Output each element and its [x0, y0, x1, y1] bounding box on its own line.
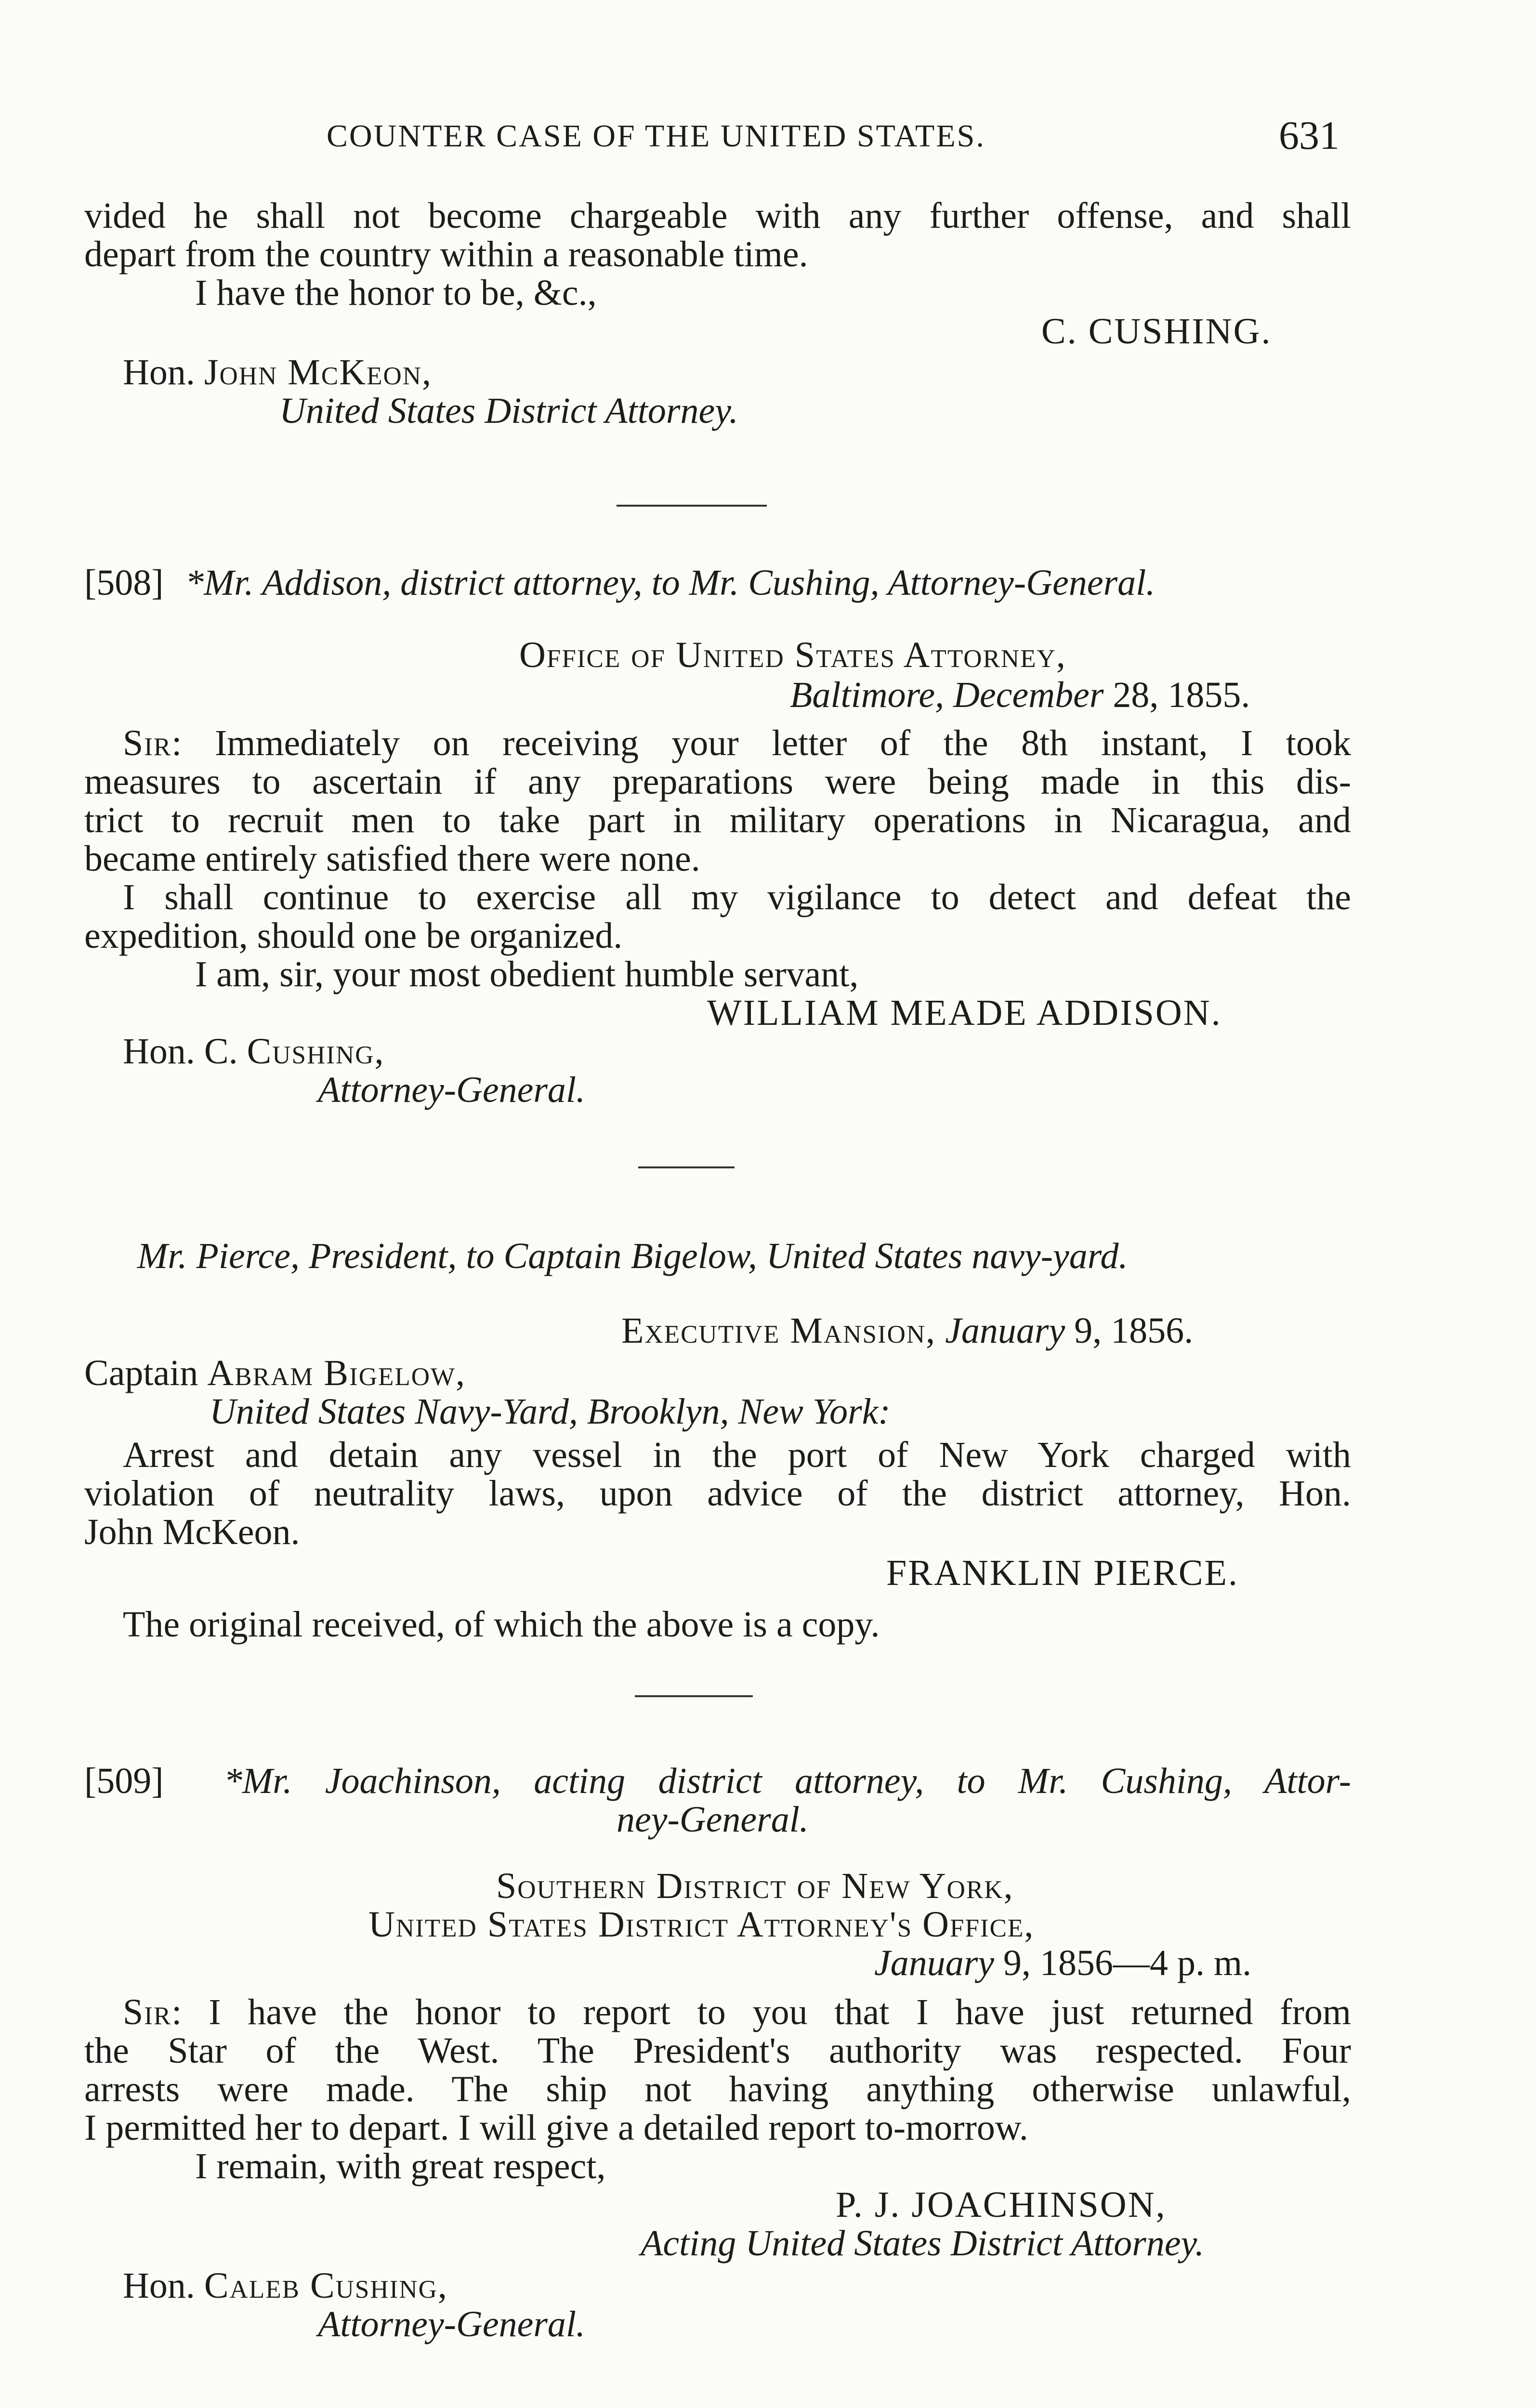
letter-heading: ney-General. — [617, 1799, 809, 1840]
paragraph-line: John McKeon. — [84, 1512, 300, 1552]
paragraph-line: arrests were made. The ship not having anything otherwise unlawful, — [84, 2069, 1351, 2109]
addressee — [123, 354, 432, 391]
place: Executive Mansion, — [621, 1310, 936, 1351]
addressee-name: Caleb Cushing, — [204, 2265, 448, 2306]
addressee-name: John McKeon, — [204, 352, 433, 393]
section-divider — [635, 1695, 753, 1697]
addressee-prefix: Hon. C. — [123, 1031, 247, 1072]
doc-number: [508] — [84, 563, 164, 603]
paragraph-line: expedition, should one be organized. — [84, 916, 623, 956]
date-month: January — [874, 1943, 995, 1983]
paragraph-text: : Immediately on receiving your letter of the 8th instant, I took — [171, 723, 1351, 763]
office-line: Office of United States Attorney, — [519, 635, 1066, 675]
letter-closing: I have the honor to be, &c., — [195, 273, 597, 313]
addressee-name: Abram Bigelow, — [207, 1353, 466, 1393]
addressee-prefix: Hon. — [123, 352, 204, 393]
place-date — [790, 677, 1250, 713]
addressee — [123, 2267, 448, 2304]
continuation-line: depart from the country within a reasonable time. — [84, 234, 808, 275]
copy-note: The original received, of which the above is a copy. — [123, 1604, 880, 1645]
addressee-location: United States Navy-Yard, Brooklyn, New York: — [210, 1391, 891, 1432]
paragraph-line: Arrest and detain any vessel in the port of New York charged with — [123, 1435, 1351, 1475]
letter-closing: I remain, with great respect, — [195, 2146, 606, 2186]
section-divider — [617, 505, 767, 507]
page-number: 631 — [1279, 113, 1339, 158]
salutation: Sir — [123, 723, 172, 763]
signature: WILLIAM MEADE ADDISON. — [707, 993, 1222, 1033]
date-rest: 9, 1856—4 p. m. — [994, 1943, 1252, 1983]
paragraph-line: I permitted her to depart. I will give a detailed report to-morrow. — [84, 2107, 1028, 2148]
addressee-title: United States District Attorney. — [279, 391, 738, 431]
addressee — [123, 1033, 385, 1070]
addressee — [84, 1355, 466, 1391]
letter-heading: *Mr. Joachinson, acting district attorney, to Mr. Cushing, Attor- — [224, 1761, 1351, 1801]
office-line: Southern District of New York, — [496, 1866, 1014, 1906]
office-line: United States District Attorney's Office, — [368, 1904, 1035, 1945]
continuation-line: vided he shall not become chargeable with any further offense, and shall — [84, 196, 1351, 236]
addressee-title: Attorney-General. — [318, 2304, 586, 2344]
signature: C. CUSHING. — [1041, 311, 1272, 352]
paragraph-line: became entirely satisfied there were none. — [84, 838, 700, 879]
paragraph-text: : I have the honor to report to you that I have just returned from — [171, 1992, 1351, 2032]
paragraph-line: the Star of the West. The President's authority was respected. Four — [84, 2030, 1351, 2071]
addressee-title: Attorney-General. — [318, 1070, 586, 1110]
salutation: Sir — [123, 1992, 172, 2032]
date-rest: 9, 1856. — [1065, 1310, 1194, 1351]
running-title: COUNTER CASE OF THE UNITED STATES. — [327, 118, 985, 154]
paragraph-line: violation of neutrality laws, upon advice of the district attorney, Hon. — [84, 1473, 1351, 1514]
signature: P. J. JOACHINSON, — [836, 2185, 1167, 2225]
signature-title: Acting United States District Attorney. — [641, 2223, 1205, 2264]
place-date-suffix: 28, 1855. — [1103, 675, 1250, 715]
addressee-prefix: Hon. — [123, 2265, 204, 2306]
place-date — [874, 1945, 1251, 1981]
paragraph-line: I shall continue to exercise all my vigilance to detect and defeat the — [123, 877, 1351, 917]
paragraph-line: trict to recruit men to take part in military operations in Nicaragua, and — [84, 800, 1351, 840]
letter-heading: Mr. Pierce, President, to Captain Bigelow, United States navy-yard. — [137, 1236, 1128, 1276]
letter-heading: *Mr. Addison, district attorney, to Mr. Cushing, Attorney-General. — [185, 563, 1155, 603]
place-date-prefix: Baltimore, December — [790, 675, 1104, 715]
addressee-name: Cushing, — [247, 1031, 385, 1072]
paragraph-line — [123, 1994, 1351, 2030]
place-date — [621, 1312, 1193, 1349]
paragraph-line: measures to ascertain if any preparations were being made in this dis- — [84, 761, 1351, 802]
section-divider — [638, 1166, 735, 1168]
signature: FRANKLIN PIERCE. — [886, 1553, 1239, 1593]
addressee-prefix: Captain — [84, 1353, 208, 1393]
doc-number: [509] — [84, 1761, 164, 1801]
letter-closing: I am, sir, your most obedient humble servant, — [195, 954, 859, 995]
date-month: January — [936, 1310, 1065, 1351]
paragraph-line — [123, 725, 1351, 761]
